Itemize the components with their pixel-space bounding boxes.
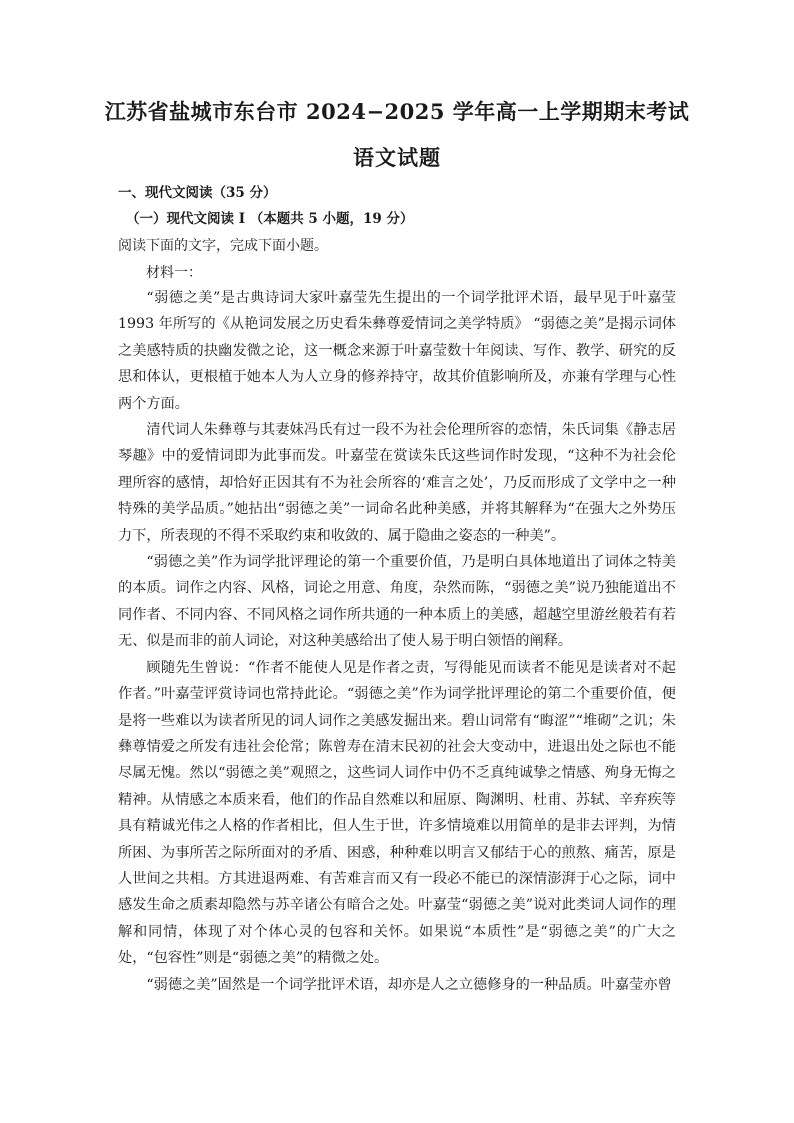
material-body bbox=[118, 285, 676, 998]
paragraph: “弱德之美”作为词学批评理论的第一个重要价值，乃是明白具体地道出了词体之特美的本质。词作之内容、风格，词论之用意、角度，杂然而陈，“弱德之美”说乃独能道出不同作者、不同内容、不同风格之词作所共通的一种本质上的美感，超越空里游丝般若有若无、似是而非的前人词论，对这种美感给出了使人易于明白领悟的阐释。 bbox=[118, 554, 676, 650]
document-subtitle: 语文试题 bbox=[353, 145, 441, 170]
section-heading-part1: 一、现代文阅读（35 分） bbox=[118, 185, 277, 201]
paragraph: “弱德之美”是古典诗词大家叶嘉莹先生提出的一个词学批评术语，最早见于叶嘉莹 1993 年所写的《从艳词发展之历史看朱彝尊爱情词之美学特质》 “弱德之美”是揭示词体之美感特质的抉幽发微之论，这一概念来源于叶嘉莹数十年阅读、写作、教学、研究的反思和体认，更根植于她本人为人立身的修养持守，故其价值影响所及，亦兼有学理与心性两个方面。 bbox=[118, 290, 676, 412]
paragraph: 清代词人朱彝尊与其妻妹冯氏有过一段不为社会伦理所容的恋情，朱氏词集《静志居琴趣》中的爱情词即为此事而发。叶嘉莹在赏读朱氏这些词作时发现，“这种不为社会伦理所容的感情，却恰好正因其有不为社会所容的‘难言之处’，乃反而形成了文学中之一种特殊的美学品质。”她拈出“弱德之美”一词命名此种美感，并将其解释为“在强大之外势压力下，所表现的不得不采取约束和收敛的、属于隐曲之姿态的一种美”。 bbox=[118, 422, 676, 544]
paragraph: “弱德之美”固然是一个词学批评术语，却亦是人之立德修身的一种品质。叶嘉莹亦曾 bbox=[146, 976, 672, 993]
reading-instructions: 阅读下面的文字，完成下面小题。 bbox=[118, 238, 328, 254]
paragraph: 顾随先生曾说：“作者不能使人见是作者之责，写得能见而读者不能见是读者对不起作者。”叶嘉莹评赏诗词也常持此论。“弱德之美”作为词学批评理论的第二个重要价值，便是将一些难以为读者所见的词人词作之美感发掘出来。碧山词常有“晦涩”“堆砌”之讥；朱彝尊情爱之所发有违社会伦常；陈曾寿在清末民初的社会大变动中，进退出处之际也不能尽属无愧。然以“弱德之美”观照之，这些词人词作中仍不乏真纯诚挚之情感、殉身无悔之精神。从情感之本质来看，他们的作品自然难以和屈原、陶渊明、杜甫、苏轼、辛弃疾等具有精诚光伟之人格的作者相比，但人生于世，许多情境难以用简单的是非去评判，为情所困、为事所苦之际所面对的矛盾、困惑，种种难以明言又郁结于心的煎熬、痛苦，原是人世间之共相。方其进退两难、有苦难言而又有一段必不能已的深情澎湃于心之际，词中感发生命之质素却隐然与苏辛诸公有暗合之处。叶嘉莹“弱德之美”说对此类词人词作的理解和同情，体现了对个体心灵的包容和关怀。如果说“本质性”是“弱德之美”的广大之处，“包容性”则是“弱德之美”的精微之处。 bbox=[118, 659, 676, 967]
section-heading-reading1: （一）现代文阅读 I （本题共 5 小题，19 分） bbox=[126, 211, 414, 227]
material-label: 材料一： bbox=[146, 265, 202, 281]
document-title: 江苏省盐城市东台市 2024−2025 学年高一上学期期末考试 bbox=[104, 99, 690, 124]
